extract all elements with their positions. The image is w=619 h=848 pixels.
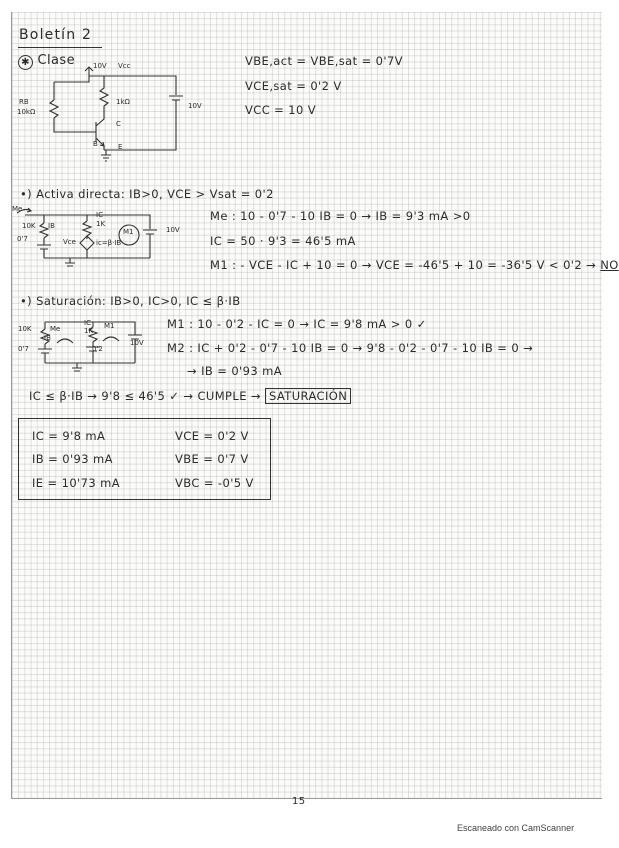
circuit-1-emitter-label: E: [118, 143, 123, 151]
activa-heading: •) Activa directa: IB>0, VCE > Vsat = 0'2: [20, 187, 274, 201]
circuit-3-r10k: 10K: [18, 325, 32, 333]
circuit-2-vce: Vce: [63, 238, 76, 246]
saturacion-check: [29, 389, 351, 403]
saturacion-heading: •) Saturación: IB>0, IC>0, IC ≤ β·IB: [20, 294, 241, 308]
circuit-2-mesh-e: Me: [12, 205, 23, 213]
activa-eq-m1: [210, 258, 619, 272]
page-title: Boletín 2: [19, 27, 93, 43]
saturacion-check-text: IC ≤ β·IB → 9'8 ≤ 46'5 ✓ → CUMPLE →: [29, 389, 261, 403]
result-vbe: VBE = 0'7 V: [175, 452, 249, 466]
circuit-3-ib: IB: [44, 334, 51, 342]
circuit-1-supply-label: 10V: [93, 62, 107, 70]
activa-verdict: NO: [600, 258, 619, 272]
circuit-3-v02: 0'2: [92, 345, 103, 353]
circuit-3-r1k: 1K: [84, 327, 94, 335]
circuit-1-rb-label: RB: [19, 98, 29, 106]
circuit-1-collector-label: C: [116, 120, 121, 128]
circuit-2-v10: 10V: [166, 226, 180, 234]
circuit-1-base-label: B: [93, 140, 98, 148]
saturacion-eq-ib: → IB = 0'93 mA: [187, 364, 282, 378]
result-ib: IB = 0'93 mA: [32, 452, 113, 466]
circuit-3-v10: 10V: [130, 339, 144, 347]
given-vbe: VBE,act = VBE,sat = 0'7V: [245, 54, 403, 68]
circuit-3-schematic: [15, 315, 145, 375]
circuit-3-me: Me: [50, 325, 61, 333]
result-ic: IC = 9'8 mA: [32, 429, 106, 443]
circuit-2-schematic: [15, 205, 175, 275]
saturacion-eq-m2: M2 : IC + 0'2 - 0'7 - 10 IB = 0 → 9'8 - 0'2 - 0'7 - 10 IB = 0 →: [167, 341, 534, 355]
page-number: 15: [292, 796, 306, 807]
result-vbc: VBC = -0'5 V: [175, 476, 254, 490]
circuit-2-r10k: 10K: [22, 222, 36, 230]
activa-eq-me: Me : 10 - 0'7 - 10 IB = 0 → IB = 9'3 mA >0: [210, 209, 471, 223]
circuit-2-m1: M1: [123, 228, 134, 236]
title-underline: [18, 47, 102, 48]
circuit-2-v07: 0'7: [17, 235, 28, 243]
circuit-1-source-label: 10V: [188, 102, 202, 110]
circuit-3-ic: IC: [84, 319, 91, 327]
circuit-1-rb-value: 10kΩ: [17, 108, 36, 116]
activa-eq-m1-text: M1 : - VCE - IC + 10 = 0 → VCE = -46'5 + 10 = -36'5 V < 0'2 →: [210, 258, 597, 272]
activa-eq-ic: IC = 50 · 9'3 = 46'5 mA: [210, 234, 356, 248]
circuit-3-v07: 0'7: [18, 345, 29, 353]
circuit-2-source: ic=β·IB: [96, 239, 122, 247]
subtitle-text: Clase: [37, 53, 75, 68]
asterisk-circle-icon: ✱: [18, 55, 33, 70]
saturacion-eq-m1: M1 : 10 - 0'2 - IC = 0 → IC = 9'8 mA > 0 ✓: [167, 317, 427, 331]
circuit-2-r1k: 1K: [96, 220, 106, 228]
result-vce: VCE = 0'2 V: [175, 429, 249, 443]
circuit-2-ic: IC: [96, 211, 103, 219]
circuit-2-ib: IB: [48, 222, 55, 230]
given-vcc: VCC = 10 V: [245, 103, 317, 117]
given-vcesat: VCE,sat = 0'2 V: [245, 79, 342, 93]
circuit-1-vcc-label: Vcc: [118, 62, 131, 70]
result-ie: IE = 10'73 mA: [32, 476, 120, 490]
circuit-1-rc-value: 1kΩ: [116, 98, 130, 106]
circuit-3-m1: M1: [104, 322, 115, 330]
circuit-1-schematic: [14, 62, 234, 162]
saturacion-verdict: SATURACIÓN: [265, 388, 351, 404]
scanner-footer: Escaneado con CamScanner: [457, 823, 575, 833]
